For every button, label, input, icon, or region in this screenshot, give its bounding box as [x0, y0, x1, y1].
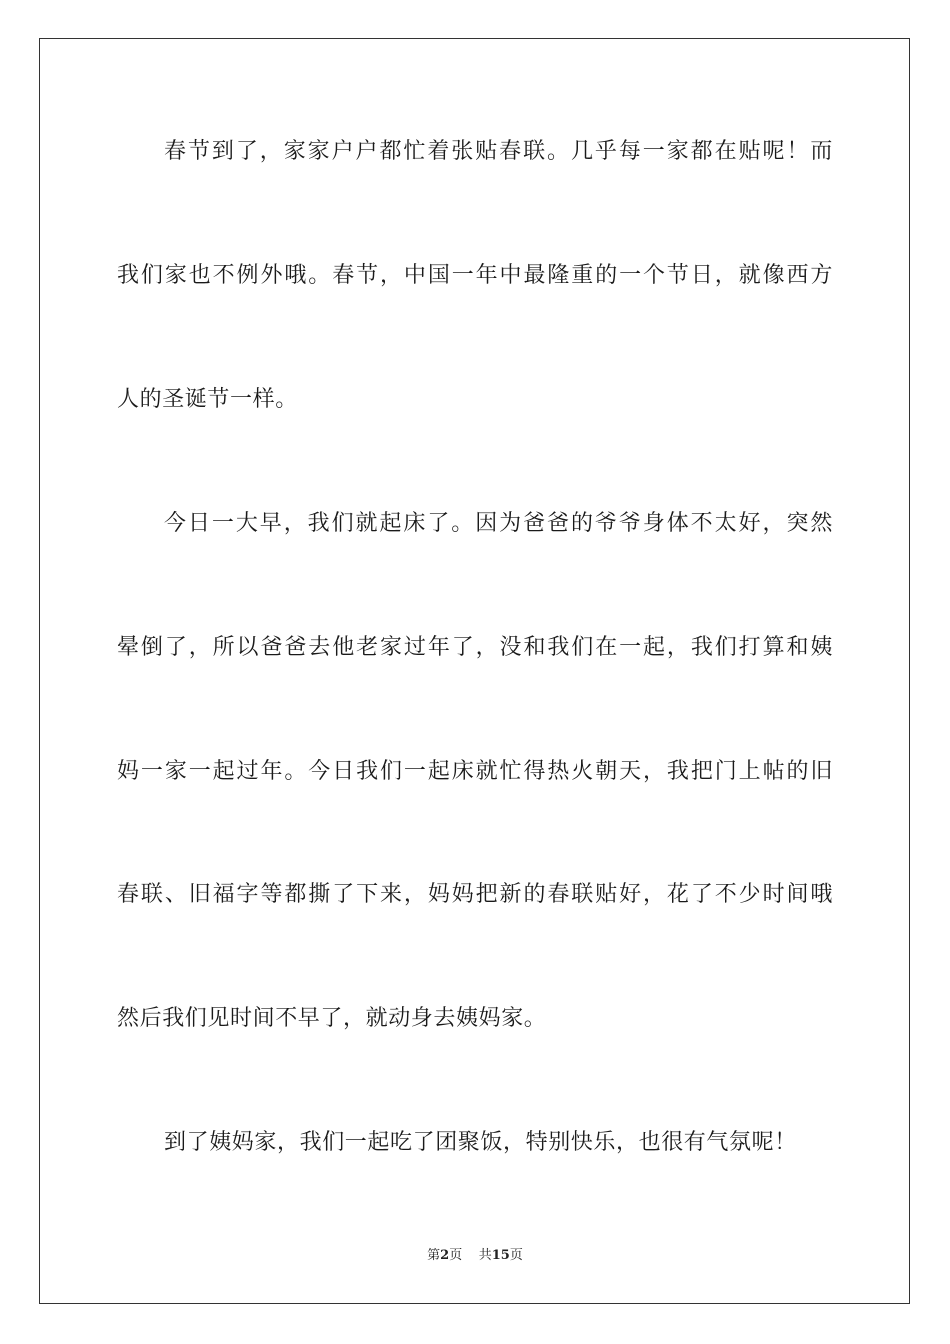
total-prefix: 共 — [478, 1248, 492, 1263]
paragraph-2-line-1: 今日一大早，我们就起床了。因为爸爸的爷爷身体不太好，突然 — [164, 511, 833, 536]
paragraph-3-line-1: 到了姨妈家，我们一起吃了团聚饭，特别快乐，也很有气氛呢！ — [164, 1130, 797, 1155]
page-number: 2 — [440, 1248, 450, 1263]
paragraph-2-line-3: 妈一家一起过年。今日我们一起床就忙得热火朝天，我把门上帖的旧 — [117, 759, 833, 784]
total-suffix: 页 — [509, 1248, 523, 1263]
paragraph-1-line-2: 我们家也不例外哦。春节，中国一年中最隆重的一个节日，就像西方 — [117, 263, 833, 288]
page-footer — [0, 1247, 950, 1265]
total-pages: 15 — [491, 1248, 510, 1263]
paragraph-2-line-2: 晕倒了，所以爸爸去他老家过年了，没和我们在一起，我们打算和姨 — [117, 635, 833, 660]
page-suffix: 页 — [449, 1248, 463, 1263]
paragraph-2-line-4: 春联、旧福字等都撕了下来，妈妈把新的春联贴好，花了不少时间哦 — [117, 882, 833, 907]
paragraph-1-line-3: 人的圣诞节一样。 — [117, 387, 298, 412]
page-prefix: 第 — [427, 1248, 441, 1263]
paragraph-1-line-1: 春节到了，家家户户都忙着张贴春联。几乎每一家都在贴呢！而 — [164, 139, 833, 164]
paragraph-2-line-5: 然后我们见时间不早了，就动身去姨妈家。 — [117, 1006, 547, 1031]
page-border — [39, 38, 910, 1304]
